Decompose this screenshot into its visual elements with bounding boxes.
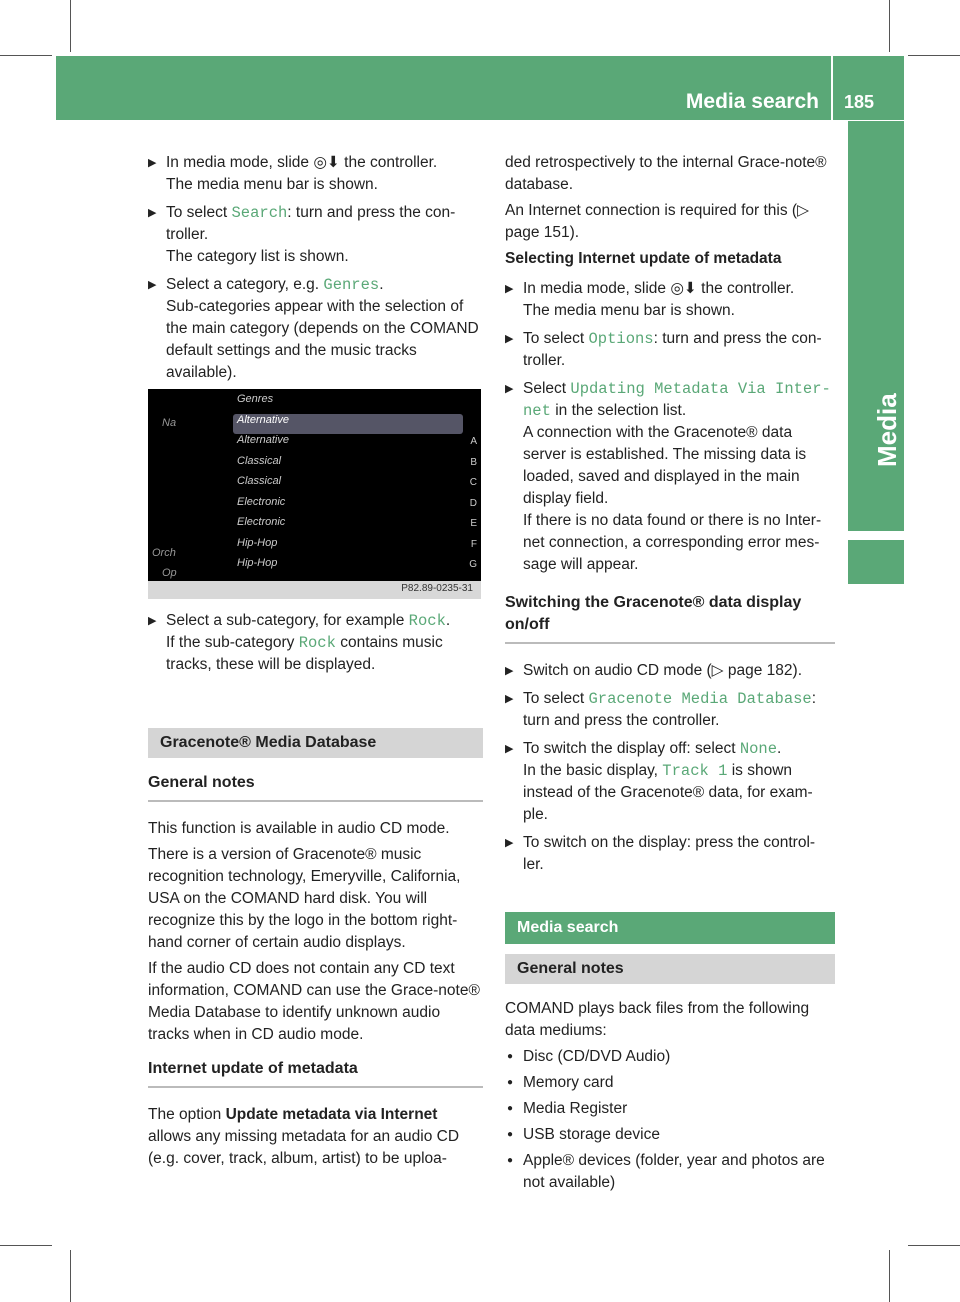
step: ▶ Select Updating Metadata Via Inter-net in the selection list. A connection with the Gracenote® data server is established. The missing data is loaded, saved and displayed in the main display field. If there is no data found or there is no Inter-net connection, a corresponding error mes-sage will appear. (505, 378, 835, 576)
crop-mark (889, 0, 890, 52)
list-header: Genres (237, 393, 274, 405)
step: ▶ To switch the display off: select None. In the basic display, Track 1 is shown instead of the Gracenote® data, for exam-ple. (505, 738, 835, 826)
left-column-top (148, 152, 483, 390)
list-item: ● Media Register (505, 1098, 835, 1120)
step: ▶ To switch on the display: press the control-ler. (505, 832, 835, 876)
section-title: Gracenote® Media Database (148, 728, 483, 758)
crop-mark (70, 1250, 71, 1302)
subsection-title: Internet update of metadata (148, 1058, 483, 1088)
step: ▶ To select Search: turn and press the con-troller. The category list is shown. (148, 202, 483, 268)
paragraph: The option Update metadata via Internet allows any missing metadata for an audio CD (e.g. cover, track, album, artist) to be uploa- (148, 1106, 460, 1167)
paragraph: An Internet connection is required for this (▷ page 151). (505, 202, 809, 241)
left-column-bottom (148, 610, 483, 1174)
paragraph: This function is available in audio CD mode. (148, 820, 450, 837)
list-item: Electronic E (237, 516, 477, 529)
list-item: ● USB storage device (505, 1124, 835, 1146)
paragraph: ded retrospectively to the internal Grace-note® database. (505, 154, 827, 193)
list-item: Alternative (233, 414, 463, 435)
list-item: ● Apple® devices (folder, year and photos are not available) (505, 1150, 835, 1194)
controller-icon: ◎⬇ (313, 154, 340, 171)
list-item: Classical B (237, 454, 477, 468)
crop-mark (70, 0, 71, 52)
crop-mark (908, 1245, 960, 1246)
side-tab-label: Media (872, 393, 902, 467)
screen-image (148, 389, 481, 599)
subheading: Selecting Internet update of metadata (505, 250, 782, 267)
right-column (505, 152, 835, 1198)
header-title: Media search (685, 90, 819, 113)
subsection-title: Switching the Gracenote® data display on/off (505, 592, 835, 644)
step: ▶ Select a sub-category, for example Rock. If the sub-category Rock contains music tracks, these will be displayed. (148, 610, 483, 676)
screen-left-label: Orch (152, 547, 176, 559)
page-number: 185 (844, 92, 875, 112)
paragraph: COMAND plays back files from the following data mediums: (505, 1000, 810, 1039)
crop-mark (908, 55, 960, 56)
image-caption: P82.89-0235-31 (148, 581, 481, 599)
side-marker (848, 540, 904, 584)
list-item: Electronic D (237, 495, 477, 509)
paragraph: If the audio CD does not contain any CD text information, COMAND can use the Grace-note® Media Database to identify unknown audio tracks when in CD audio mode. (148, 960, 480, 1043)
list-item: Hip-Hop F (237, 536, 477, 550)
controller-icon: ◎⬇ (670, 280, 697, 297)
list-item: ● Disc (CD/DVD Audio) (505, 1046, 835, 1068)
paragraph: There is a version of Gracenote® music recognition technology, Emeryville, California, USA on the COMAND hard disk. You will recognize this by the logo in the bottom right-hand corner of certain audio displays. (148, 846, 461, 951)
side-tab (848, 121, 904, 531)
screen-left-label: Na (162, 417, 177, 429)
step: ▶ In media mode, slide ◎⬇ the controller. The media menu bar is shown. (505, 278, 835, 322)
list-item: Classical C (237, 475, 477, 488)
step: ▶ To select Options: turn and press the con-troller. (505, 328, 835, 372)
list-item: ● Memory card (505, 1072, 835, 1094)
step: ▶ Select a category, e.g. Genres. Sub-categories appear with the selection of the main category (depends on the COMAND default settings and the music tracks available). (148, 274, 483, 384)
crop-mark (0, 55, 52, 56)
header-divider (831, 56, 833, 120)
step: ▶ To select Gracenote Media Database: turn and press the controller. (505, 688, 835, 732)
subsection-title: General notes (505, 954, 835, 984)
page-header (56, 56, 904, 120)
screen-left-label: Op (162, 567, 177, 579)
subsection-title: General notes (148, 772, 483, 802)
section-title: Media search (505, 912, 835, 944)
list-item: Hip-Hop G (237, 557, 477, 570)
step: ▶ Switch on audio CD mode (▷ page 182). (505, 660, 835, 682)
genre-list (233, 393, 477, 578)
step: ▶ In media mode, slide ◎⬇ the controller. The media menu bar is shown. (148, 152, 483, 196)
list-item: Alternative A (237, 434, 477, 447)
crop-mark (889, 1250, 890, 1302)
crop-mark (0, 1245, 52, 1246)
